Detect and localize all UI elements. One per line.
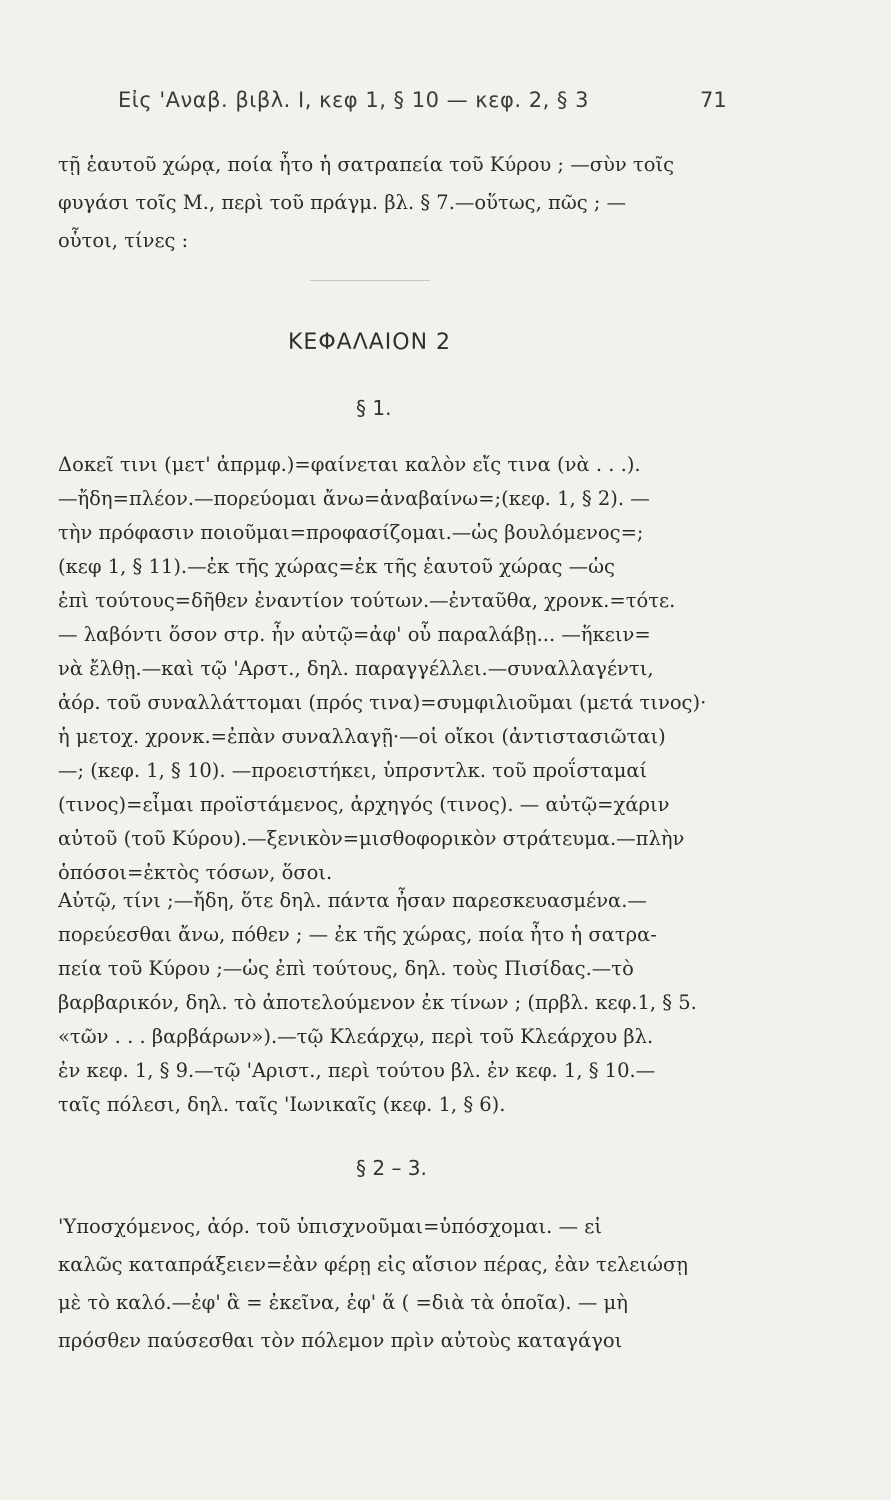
text-line: ἡ μετοχ. χρονκ.=ἐπὰν συναλλαγῇ·—οἱ οἴκοι (ἀντιστασιῶται) xyxy=(58,725,666,748)
text-line: ὁπόσοι=ἐκτὸς τόσων, ὅσοι. xyxy=(58,861,333,884)
text-line: μὲ τὸ καλό.—ἐφ' ἃ = ἐκεῖνα, ἐφ' ἅ ( =διὰ τὰ ὁποῖα). — μὴ xyxy=(58,1291,628,1314)
text-line: ἐν κεφ. 1, § 9.—τῷ 'Αριστ., περὶ τούτου βλ. ἐν κεφ. 1, § 10.— xyxy=(58,1059,656,1082)
text-line: «τῶν . . . βαρβάρων»).—τῷ Κλεάρχῳ, περὶ τοῦ Κλεάρχου βλ. xyxy=(58,1025,654,1048)
text-line: τῇ ἑαυτοῦ χώρᾳ, ποία ἦτο ἡ σατραπεία τοῦ Κύρου ; —σὺν τοῖς xyxy=(58,153,675,176)
text-line: νὰ ἔλθῃ.—καὶ τῷ 'Αρστ., δηλ. παραγγέλλει.—συναλλαγέντι, xyxy=(58,657,654,680)
text-line: πεία τοῦ Κύρου ;—ὡς ἐπὶ τούτους, δηλ. τοὺς Πισίδας.—τὸ xyxy=(58,957,634,980)
divider-rule xyxy=(310,280,430,281)
chapter-heading: ΚΕΦΑΛΑΙΟΝ 2 xyxy=(288,330,452,355)
text-line: πορεύεσθαι ἄνω, πόθεν ; — ἐκ τῆς χώρας, ποία ἦτο ἡ σατρα- xyxy=(58,923,657,946)
text-line: (τινος)=εἶμαι προϊστάμενος, ἀρχηγός (τινος). — αὐτῷ=χάριν xyxy=(58,793,670,816)
section-label-1: § 1. xyxy=(356,396,392,420)
text-line: ἐπὶ τούτους=δῆθεν ἐναντίον τούτων.—ἐνταῦθα, χρονκ.=τότε. xyxy=(58,589,676,612)
text-line: πρόσθεν παύσεσθαι τὸν πόλεμον πρὶν αὐτοὺς καταγάγοι xyxy=(58,1329,623,1352)
text-line: (κεφ 1, § 11).—ἐκ τῆς χώρας=ἐκ τῆς ἑαυτοῦ χώρας —ὡς xyxy=(58,555,615,578)
running-header-title: Εἰς 'Αναβ. βιβλ. Ι, κεφ 1, § 10 — κεφ. 2, § 3 xyxy=(118,88,589,112)
text-line: ταῖς πόλεσι, δηλ. ταῖς 'Ιωνικαῖς (κεφ. 1, § 6). xyxy=(58,1093,506,1116)
section-label-2-3: § 2 – 3. xyxy=(356,1156,427,1180)
text-line: —ἤδη=πλέον.—πορεύομαι ἄνω=ἀναβαίνω=;(κεφ. 1, § 2). — xyxy=(58,487,650,510)
text-line: οὗτοι, τίνες : xyxy=(58,229,189,252)
text-line: φυγάσι τοῖς Μ., περὶ τοῦ πράγμ. βλ. § 7.—οὕτως, πῶς ; — xyxy=(58,191,627,214)
text-line: Αὐτῷ, τίνι ;—ἤδη, ὅτε δηλ. πάντα ἦσαν παρεσκευασμένα.— xyxy=(58,889,647,912)
text-line: —; (κεφ. 1, § 10). —προειστήκει, ὑπρσντλκ. τοῦ προΐσταμαί xyxy=(58,759,648,782)
running-header xyxy=(0,88,891,118)
text-line: αὐτοῦ (τοῦ Κύρου).—ξενικὸν=μισθοφορικὸν στράτευμα.—πλὴν xyxy=(58,827,685,850)
text-line: βαρβαρικόν, δηλ. τὸ ἀποτελούμενον ἐκ τίνων ; (πρβλ. κεφ.1, § 5. xyxy=(58,991,697,1014)
text-line: — λαβόντι ὅσον στρ. ἦν αὐτῷ=ἀφ' οὗ παραλάβῃ... —ἥκειν= xyxy=(58,623,651,646)
text-line: καλῶς καταπράξειεν=ἐὰν φέρῃ εἰς αἴσιον πέρας, ἐὰν τελειώσῃ xyxy=(58,1253,688,1276)
text-line: Δοκεῖ τινι (μετ' ἀπρμφ.)=φαίνεται καλὸν εἴς τινα (νὰ . . .). xyxy=(58,453,641,476)
text-line: ἀόρ. τοῦ συναλλάττομαι (πρός τινα)=συμφιλιοῦμαι (μετά τινος)· xyxy=(58,691,707,714)
page-number: 71 xyxy=(700,88,727,112)
text-line: τὴν πρόφασιν ποιοῦμαι=προφασίζομαι.—ὡς βουλόμενος=; xyxy=(58,521,644,544)
text-line: 'Υποσχόμενος, ἀόρ. τοῦ ὑπισχνοῦμαι=ὑπόσχομαι. — εἰ xyxy=(58,1215,603,1238)
